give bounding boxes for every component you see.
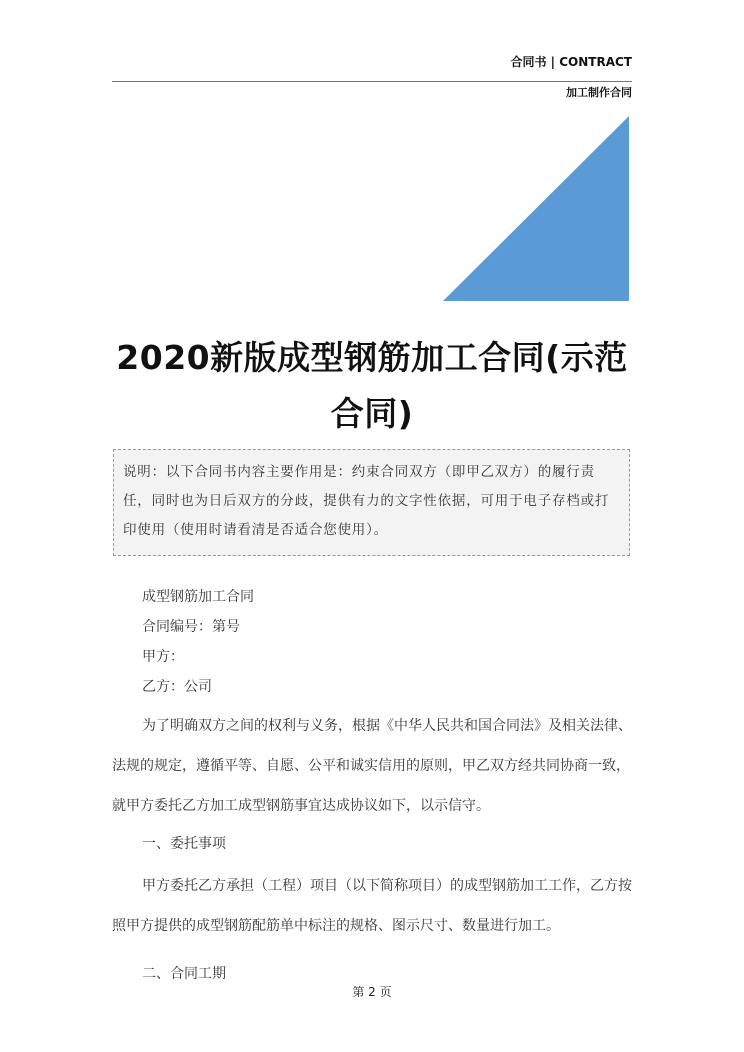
contract-body [112, 582, 632, 992]
section-1-heading: 一、委托事项 [142, 836, 226, 852]
contract-name-line: 成型钢筋加工合同 [142, 589, 254, 605]
header-title: 合同书 | CONTRACT [510, 55, 632, 69]
header-subtitle: 加工制作合同 [566, 86, 632, 99]
intro-paragraph: 为了明确双方之间的权利与义务，根据《中华人民共和国合同法》及相关法律、法规的规定，遵循平等、自愿、公平和诚实信用的原则，甲乙双方经共同协商一致，就甲方委托乙方加工成型钢筋事宜达成协议如下，以示信守。 [112, 718, 632, 814]
note-box [113, 449, 630, 556]
party-a-line: 甲方： [142, 649, 184, 665]
section-2-heading: 二、合同工期 [142, 966, 226, 982]
section-1-text: 甲方委托乙方承担（工程）项目（以下简称项目）的成型钢筋加工工作，乙方按照甲方提供的成型钢筋配筋单中标注的规格、图示尺寸、数量进行加工。 [112, 878, 632, 934]
document-title: 2020新版成型钢筋加工合同(示范合同) [116, 338, 628, 433]
header-divider [112, 81, 632, 82]
note-text: 说明：以下合同书内容主要作用是：约束合同双方（即甲乙双方）的履行责任，同时也为日后双方的分歧，提供有力的文字性依据，可用于电子存档或打印使用（使用时请看清是否适合您使用）。 [123, 464, 610, 538]
party-b-line: 乙方：公司 [142, 679, 212, 695]
decorative-triangle [443, 116, 629, 301]
page-number: 第 2 页 [352, 985, 392, 999]
contract-number-line: 合同编号：第号 [142, 619, 240, 635]
